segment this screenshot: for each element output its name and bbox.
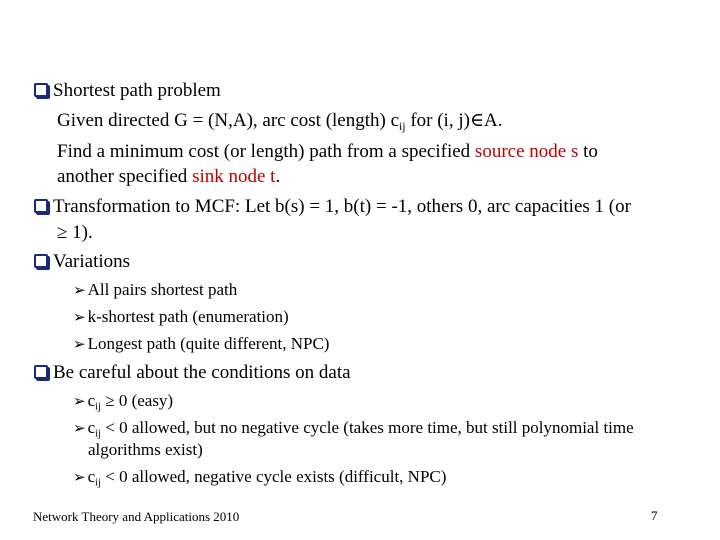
text-fragment: ≥ 0 (easy) bbox=[100, 391, 174, 410]
text-fragment: c bbox=[87, 391, 96, 410]
text-fragment: c bbox=[87, 418, 96, 437]
bullet-variations bbox=[34, 252, 130, 271]
sub-bullet-text: All pairs shortest path bbox=[87, 280, 238, 299]
sub-bullet-all-pairs bbox=[73, 281, 237, 299]
definition-line-2 bbox=[57, 142, 598, 161]
arrow-bullet-icon: ➢ bbox=[73, 421, 86, 437]
subscript: ij bbox=[399, 120, 406, 134]
sub-bullet-cost-nonneg bbox=[73, 391, 174, 413]
bullet-shortest-path bbox=[34, 81, 221, 100]
subscript: ij bbox=[95, 428, 101, 440]
sub-bullet-text: k-shortest path (enumeration) bbox=[87, 307, 289, 326]
square-bullet-icon bbox=[34, 365, 48, 379]
text-fragment: Find a minimum cost (or length) path from a specified bbox=[57, 141, 475, 162]
definition-line-3 bbox=[57, 167, 280, 186]
arrow-bullet-icon: ➢ bbox=[73, 394, 86, 410]
text-fragment: . bbox=[275, 166, 281, 187]
text-fragment: Given directed G = (N,A), arc cost (length) c bbox=[57, 110, 400, 131]
footer-text: Network Theory and Applications 2010 bbox=[33, 509, 240, 524]
arrow-bullet-icon: ➢ bbox=[73, 283, 86, 299]
arrow-bullet-icon: ➢ bbox=[73, 470, 86, 486]
subscript: ij bbox=[95, 401, 101, 413]
definition-line-1 bbox=[57, 110, 503, 134]
sub-bullet-no-neg-cycle-cont bbox=[88, 441, 203, 458]
bullet-conditions bbox=[34, 363, 351, 382]
square-bullet-icon bbox=[34, 83, 48, 97]
sub-bullet-k-shortest bbox=[73, 308, 289, 326]
text-fragment: < 0 allowed, negative cycle exists (difficult, NPC) bbox=[100, 467, 447, 486]
text-fragment: algorithms exist) bbox=[88, 440, 203, 459]
bullet-text: Variations bbox=[53, 251, 131, 272]
text-fragment: for (i, j)∈A. bbox=[405, 110, 503, 131]
page-number: 7 bbox=[651, 508, 658, 523]
square-bullet-icon bbox=[34, 254, 48, 268]
text-fragment: < 0 allowed, but no negative cycle (takes more time, but still polynomial time bbox=[100, 418, 634, 437]
sink-node-highlight: sink node t bbox=[192, 166, 276, 187]
text-fragment: c bbox=[87, 467, 96, 486]
source-node-highlight: source node s bbox=[474, 141, 579, 162]
text-fragment: to bbox=[578, 141, 598, 162]
sub-bullet-neg-cycle bbox=[73, 467, 447, 489]
text-fragment: another specified bbox=[57, 166, 193, 187]
bullet-transformation bbox=[34, 197, 631, 216]
bullet-text: Shortest path problem bbox=[53, 80, 221, 101]
square-bullet-icon bbox=[34, 199, 48, 213]
sub-bullet-no-neg-cycle bbox=[73, 418, 634, 440]
bullet-text: Transformation to MCF: Let b(s) = 1, b(t) = -1, others 0, arc capacities 1 (or bbox=[53, 196, 631, 217]
arrow-bullet-icon: ➢ bbox=[73, 337, 86, 353]
subscript: ij bbox=[95, 477, 101, 489]
bullet-transformation-cont bbox=[57, 223, 93, 242]
bullet-text: Be careful about the conditions on data bbox=[53, 362, 351, 383]
bullet-text: ≥ 1). bbox=[57, 222, 93, 243]
sub-bullet-longest bbox=[73, 335, 329, 353]
sub-bullet-text: Longest path (quite different, NPC) bbox=[87, 334, 330, 353]
arrow-bullet-icon: ➢ bbox=[73, 310, 86, 326]
